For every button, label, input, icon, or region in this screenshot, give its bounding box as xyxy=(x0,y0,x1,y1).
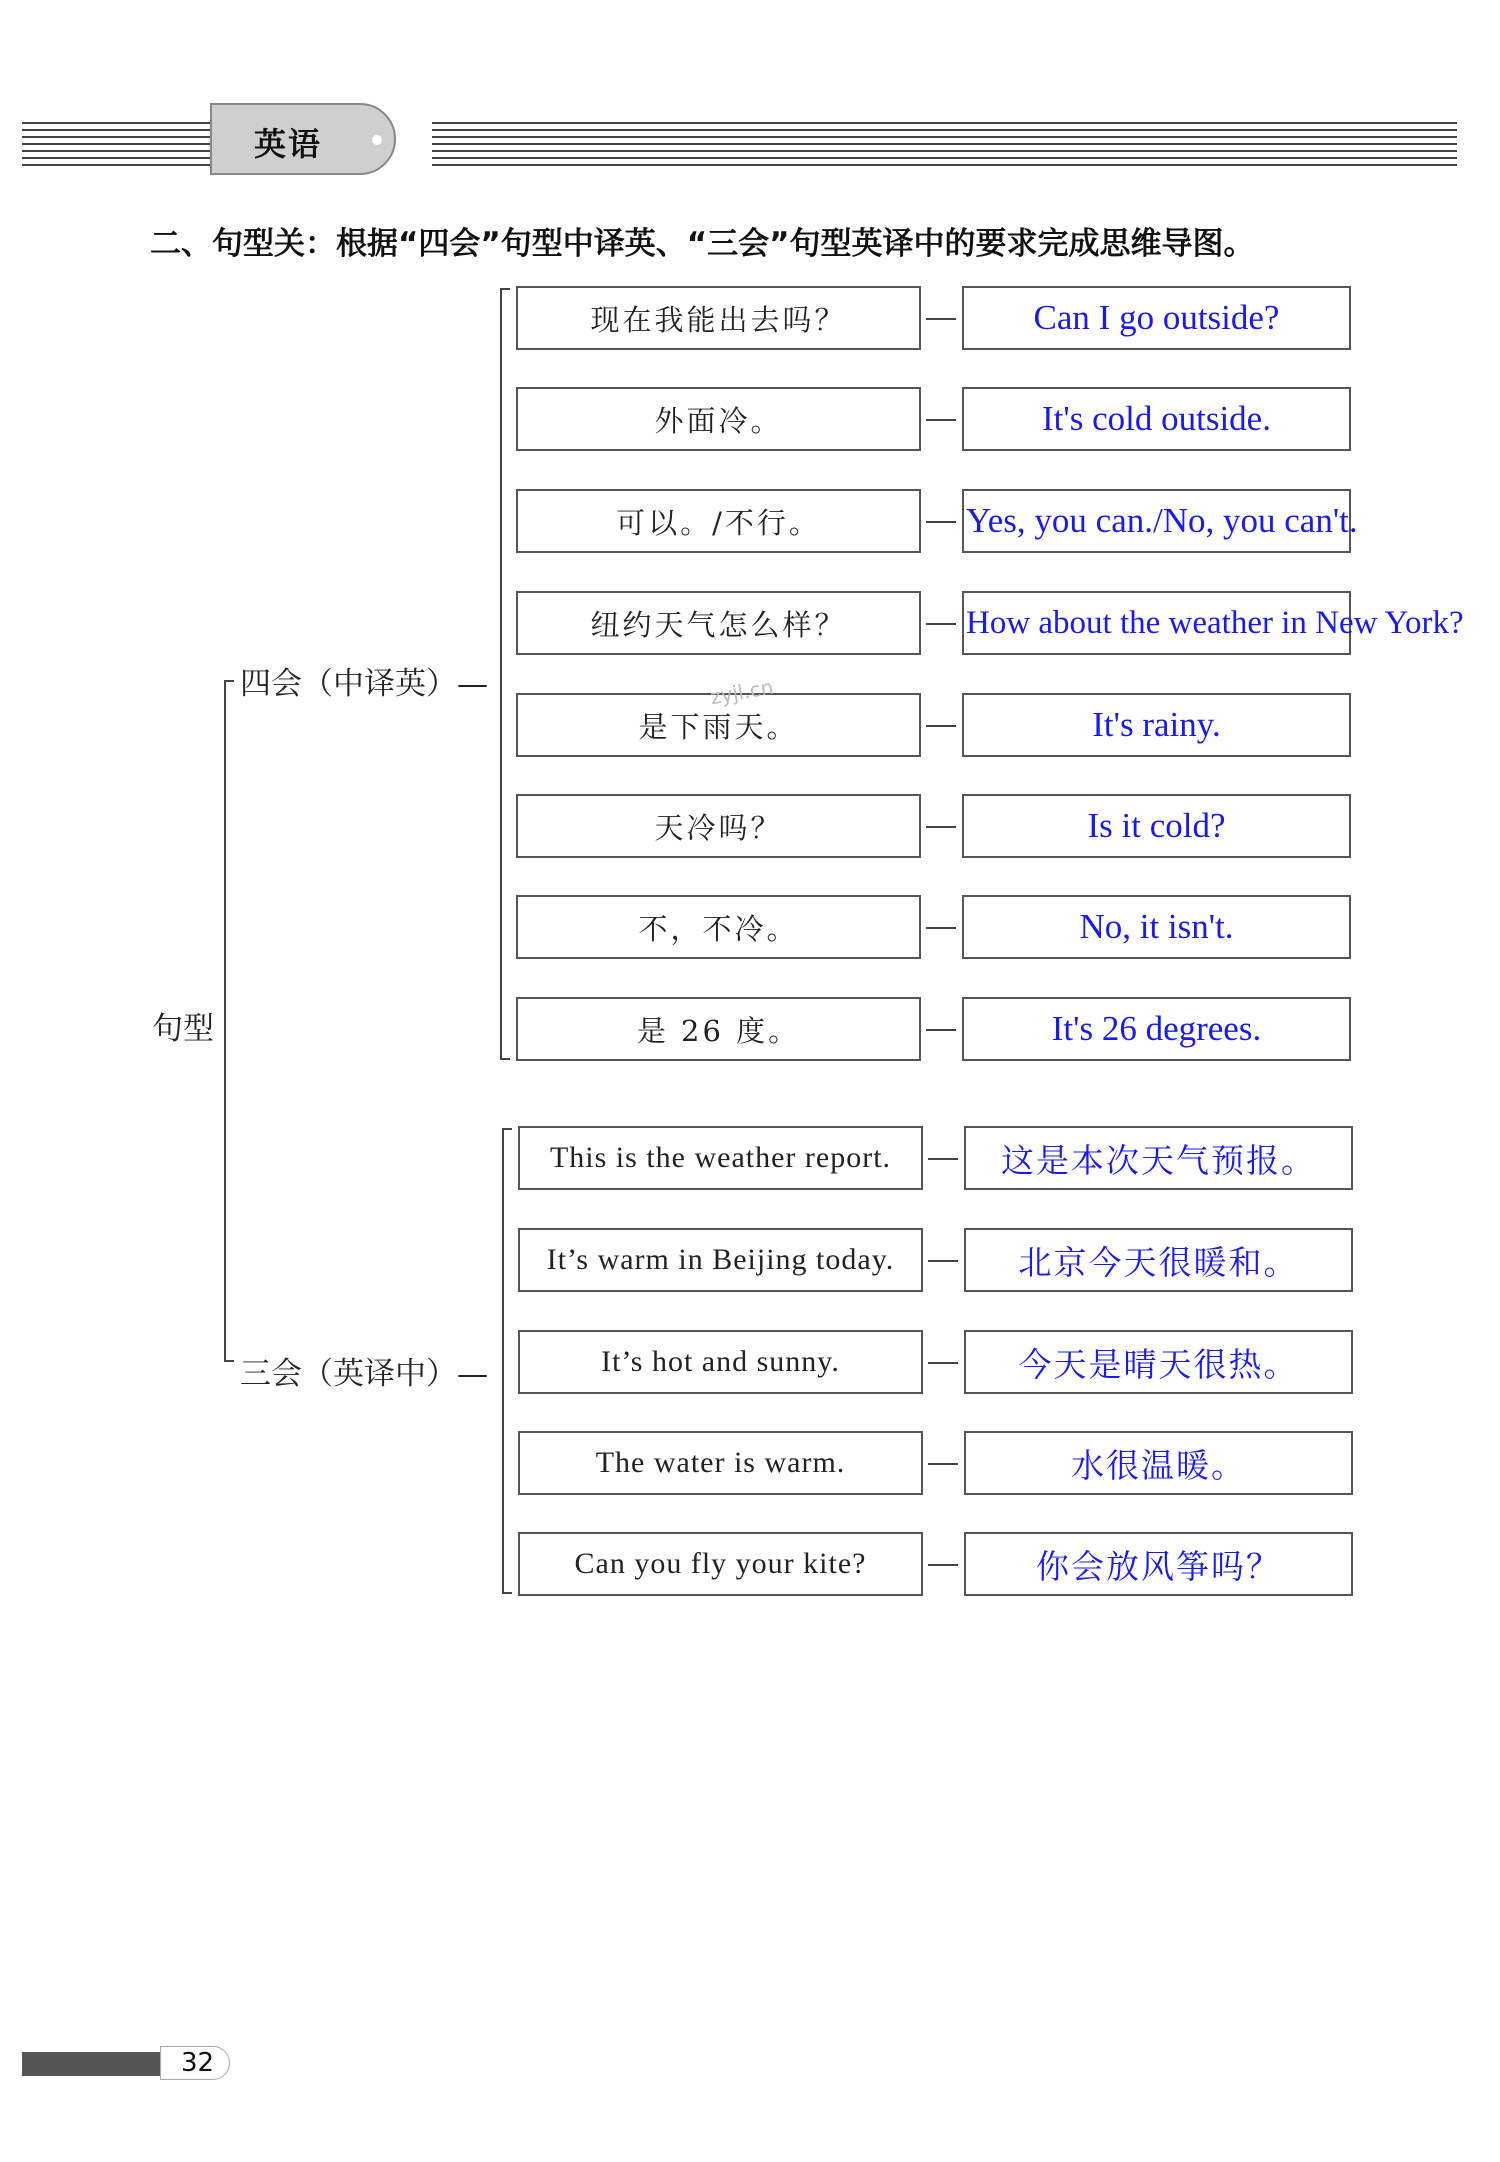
connector-dash xyxy=(926,826,956,828)
three-skill-label: 三会（英译中）— xyxy=(240,1356,488,1392)
answer-box: 这是本次天气预报。 xyxy=(964,1126,1353,1190)
three-bracket-bottom xyxy=(502,1592,512,1594)
connector-dash xyxy=(926,1029,956,1031)
prompt-box: This is the weather report. xyxy=(518,1126,923,1190)
connector-dash xyxy=(926,419,956,421)
prompt-box: Can you fly your kite? xyxy=(518,1532,923,1596)
prompt-box: It’s hot and sunny. xyxy=(518,1330,923,1394)
root-vertical-line xyxy=(224,680,226,1362)
prompt-box: 天冷吗？ xyxy=(516,794,921,858)
prompt-box: The water is warm. xyxy=(518,1431,923,1495)
prompt-box: 不，不冷。 xyxy=(516,895,921,959)
answer-box: Is it cold? xyxy=(962,794,1351,858)
answer-box: 今天是晴天很热。 xyxy=(964,1330,1353,1394)
page-number: 32 xyxy=(160,2046,230,2080)
prompt-box: 可以。/不行。 xyxy=(516,489,921,553)
four-bracket-bottom xyxy=(500,1058,510,1060)
four-skill-label: 四会（中译英）— xyxy=(240,666,488,702)
answer-box: It's 26 degrees. xyxy=(962,997,1351,1061)
connector-dash xyxy=(926,521,956,523)
header-stripes-left xyxy=(22,122,212,166)
prompt-box: It’s warm in Beijing today. xyxy=(518,1228,923,1292)
connector-dash xyxy=(928,1362,958,1364)
tab-dot-icon xyxy=(372,135,382,145)
connector-dash xyxy=(926,725,956,727)
connector-dash xyxy=(926,318,956,320)
four-bracket-line xyxy=(500,288,502,1060)
answer-box: 你会放风筝吗？ xyxy=(964,1532,1353,1596)
section-heading: 二、句型关：根据“四会”句型中译英、“三会”句型英译中的要求完成思维导图。 xyxy=(150,226,1255,262)
answer-box: How about the weather in New York? xyxy=(962,591,1351,655)
root-tick-bottom xyxy=(224,1360,234,1362)
footer-bar xyxy=(22,2052,162,2076)
answer-box: It's rainy. xyxy=(962,693,1351,757)
subject-label: 英语 xyxy=(254,125,323,163)
prompt-box: 外面冷。 xyxy=(516,387,921,451)
watermark: zyjl.cn xyxy=(708,674,776,710)
answer-box: 北京今天很暖和。 xyxy=(964,1228,1353,1292)
answer-box: 水很温暖。 xyxy=(964,1431,1353,1495)
answer-box: No, it isn't. xyxy=(962,895,1351,959)
answer-box: It's cold outside. xyxy=(962,387,1351,451)
answer-box: Yes, you can./No, you can't. xyxy=(962,489,1351,553)
connector-dash xyxy=(928,1158,958,1160)
prompt-box: 现在我能出去吗？ xyxy=(516,286,921,350)
connector-dash xyxy=(926,927,956,929)
subject-tab xyxy=(210,103,396,175)
connector-dash xyxy=(928,1564,958,1566)
three-bracket-top xyxy=(502,1128,512,1130)
prompt-box: 是 26 度。 xyxy=(516,997,921,1061)
connector-dash xyxy=(926,623,956,625)
four-bracket-top xyxy=(500,288,510,290)
connector-dash xyxy=(928,1463,958,1465)
root-tick-top xyxy=(224,680,234,682)
three-bracket-line xyxy=(502,1128,504,1594)
root-label: 句型 xyxy=(152,1011,214,1047)
prompt-box: 是下雨天。 xyxy=(516,693,921,757)
header-stripes-right xyxy=(432,122,1457,166)
answer-box: Can I go outside? xyxy=(962,286,1351,350)
prompt-box: 纽约天气怎么样？ xyxy=(516,591,921,655)
connector-dash xyxy=(928,1260,958,1262)
